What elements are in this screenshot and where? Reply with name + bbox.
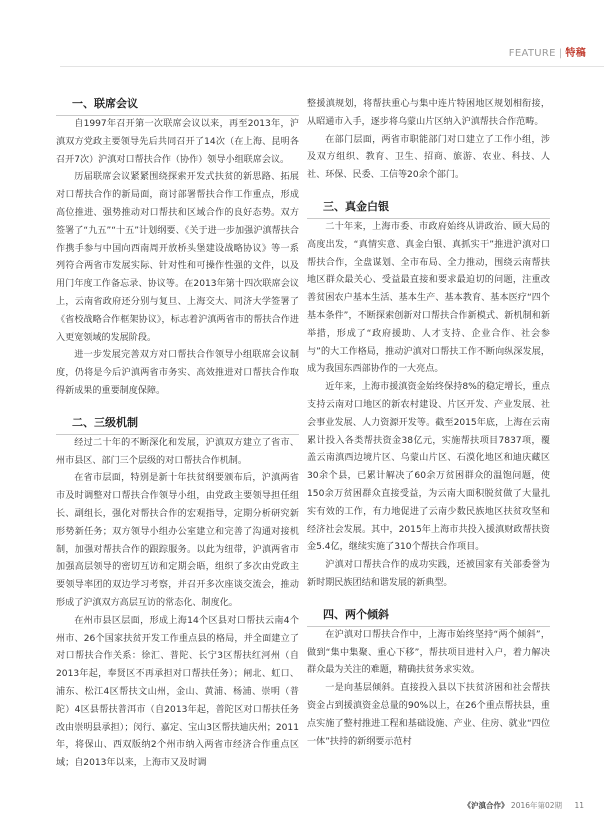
right-column xyxy=(307,96,550,751)
section-title-4: 四、两个倾斜 xyxy=(323,607,389,621)
section-title-2: 二、三级机制 xyxy=(72,415,138,429)
paragraph: 在部门层面，两省市职能部门对口建立了工作小组，涉及双方组织、教育、卫生、招商、旅游、农业、科技、人社、环保、民委、工信等20余个部门。 xyxy=(307,134,550,181)
paragraph: 一是向基层倾斜。直接投入县以下扶贫济困和社会帮扶资金占到援滇资金总量的90%以上，在26个重点帮扶县，重点实施了整村推进工程和基础设施、产业、住房、就业“四位一体”扶持的新纲要示范村 xyxy=(307,683,550,747)
section-header xyxy=(509,44,586,59)
section-label-cn: 特稿 xyxy=(565,48,586,59)
section-label-en: FEATURE xyxy=(508,48,556,59)
paragraph: 在沪滇对口帮扶合作中，上海市始终坚持“两个倾斜”，做到“集中集聚、重心下移”，帮扶项目进村入户，着力解决群众最为关注的难题，精确扶贫务求实效。 xyxy=(307,629,550,676)
paragraph: 经过二十年的不断深化和发展，沪滇双方建立了省市、州市县区、部门三个层级的对口帮扶合作机制。 xyxy=(56,437,299,466)
left-column xyxy=(56,96,299,773)
magazine-name: 《沪滇合作》 xyxy=(463,801,509,810)
page-footer xyxy=(464,800,584,811)
paragraph: 历届联席会议紧紧围绕探索开发式扶贫的新思路、拓展对口帮扶合作的新局面，商讨部署帮扶合作工作重点，形成高位推进、强势推动对口帮扶和区域合作的良好态势。双方签署了“九五”“十五”计划纲要、《关于进一步加强沪滇帮扶合作携手参与中国向西南周开放桥头堡建设战略协议》等一系列符合两省市发展实际、针对性和可操作性强的文件，以及用门年度工作备忘录、协议等。在2013年第十四次联席会议上，云南省政府还分别与复旦、上海交大、同济大学签署了《省校战略合作框架协议》，标志着沪滇两省市的帮扶合作进入更宽领域的发展阶段。 xyxy=(56,172,299,343)
paragraph: 在省市层面，特别是新十年扶贫纲要颁布后，沪滇两省市及时调整对口帮扶合作领导小组，由党政主要领导担任组长、副组长，强化对帮扶合作的宏观指导，定期分析研究新形势新任务；双方领导小组办公室建立和完善了沟通对接机制，加强对帮扶合作的跟踪服务。以此为纽带，沪滇两省市加强高层领导的密切互访和定期会晤，组织了多次由党政主要领导率团的双边学习考察，并召开多次座谈交流会，推动形成了沪滇双方高层互访的常态化、制度化。 xyxy=(56,473,299,608)
section-title-1: 一、联席会议 xyxy=(72,97,138,110)
paragraph: 进一步发展完善双方对口帮扶合作领导小组联席会议制度，仍将是今后沪滇两省市务实、高效推进对口帮扶合作取得新成果的重要制度保障。 xyxy=(56,350,299,396)
issue-number: 2016年第02期 xyxy=(510,801,563,810)
paragraph: 在州市县区层面，形成上海14个区县对口帮扶云南4个州市、26个国家扶贫开发工作重点县的格局，并全面建立了对口帮扶合作关系：徐汇、普陀、长宁3区帮扶红河州（自2013年起，奉贤区不再承担对口帮扶任务）；闸北、虹口、浦东、松江4区帮扶文山州，金山、黄浦、杨浦、崇明（普陀）4区县帮扶普洱市（自2013年起，普陀区对口帮扶任务改由崇明县承担）；闵行、嘉定、宝山3区帮扶迪庆州；2011年，将保山、西双版纳2个州市纳入两省市经济合作重点区域；自2013年以来，上海市又及时调 xyxy=(56,615,299,769)
paragraph: 近年来，上海市援滇资金始终保持8%的稳定增长，重点支持云南对口地区的新农村建设、片区开发、产业发展、社会事业发展、人力资源开发等。截至2015年底，上海在云南累计投入各类帮扶资金38亿元，实施帮扶项目7837项，覆盖云南滇西边境片区、乌蒙山片区、石漠化地区和迪庆藏区30余个县，已累计解决了60余万贫困群众的温饱问题，使150余万贫困群众直接受益，为云南大面积脱贫做了大量扎实有效的工作，有力地促进了云南少数民族地区扶贫攻坚和经济社会发展。其中，2015年上海市共投入援滇财政帮扶资金5.4亿，继续实施了310个帮扶合作项目。 xyxy=(307,382,550,553)
header-separator: | xyxy=(558,48,563,59)
paragraph: 二十年来，上海市委、市政府始终从讲政治、顾大局的高度出发，“真情实意、真金白银、真抓实干”推进沪滇对口帮扶合作，全盘谋划、全市布局、全力推动，围绕云南帮扶地区群众最关心、受益最直接和要求最迫切的问题，注重改善贫困农户基本生活、基本生产、基本教育、基本医疗“四个基本条件”，不断探索创新对口帮扶合作新模式、新机制和新举措，形成了“政府援助、人才支持、企业合作、社会参与”的大工作格局，推动沪滇对口帮扶工作不断向纵深发展，成为我国东西部协作的一大亮点。 xyxy=(307,221,550,375)
section-title-3: 三、真金白银 xyxy=(323,199,389,213)
header-rule xyxy=(60,66,604,67)
page-number: 11 xyxy=(574,801,584,810)
paragraph: 沪滇对口帮扶合作的成功实践，还被国家有关部委誉为新时期民族团结和谐发展的新典型。 xyxy=(307,560,550,588)
paragraph-continued: 整援滇规划，将帮扶重心与集中连片特困地区规划相衔接，从昭通市入手，逐步将乌蒙山片区纳入沪滇帮扶合作范畴。 xyxy=(307,99,550,127)
paragraph: 自1997年召开第一次联席会议以来，再至2013年，沪滇双方党政主要领导先后共同召开了14次（在上海、昆明各召开7次）沪滇对口帮扶合作（协作）领导小组联席会议。 xyxy=(56,119,299,165)
